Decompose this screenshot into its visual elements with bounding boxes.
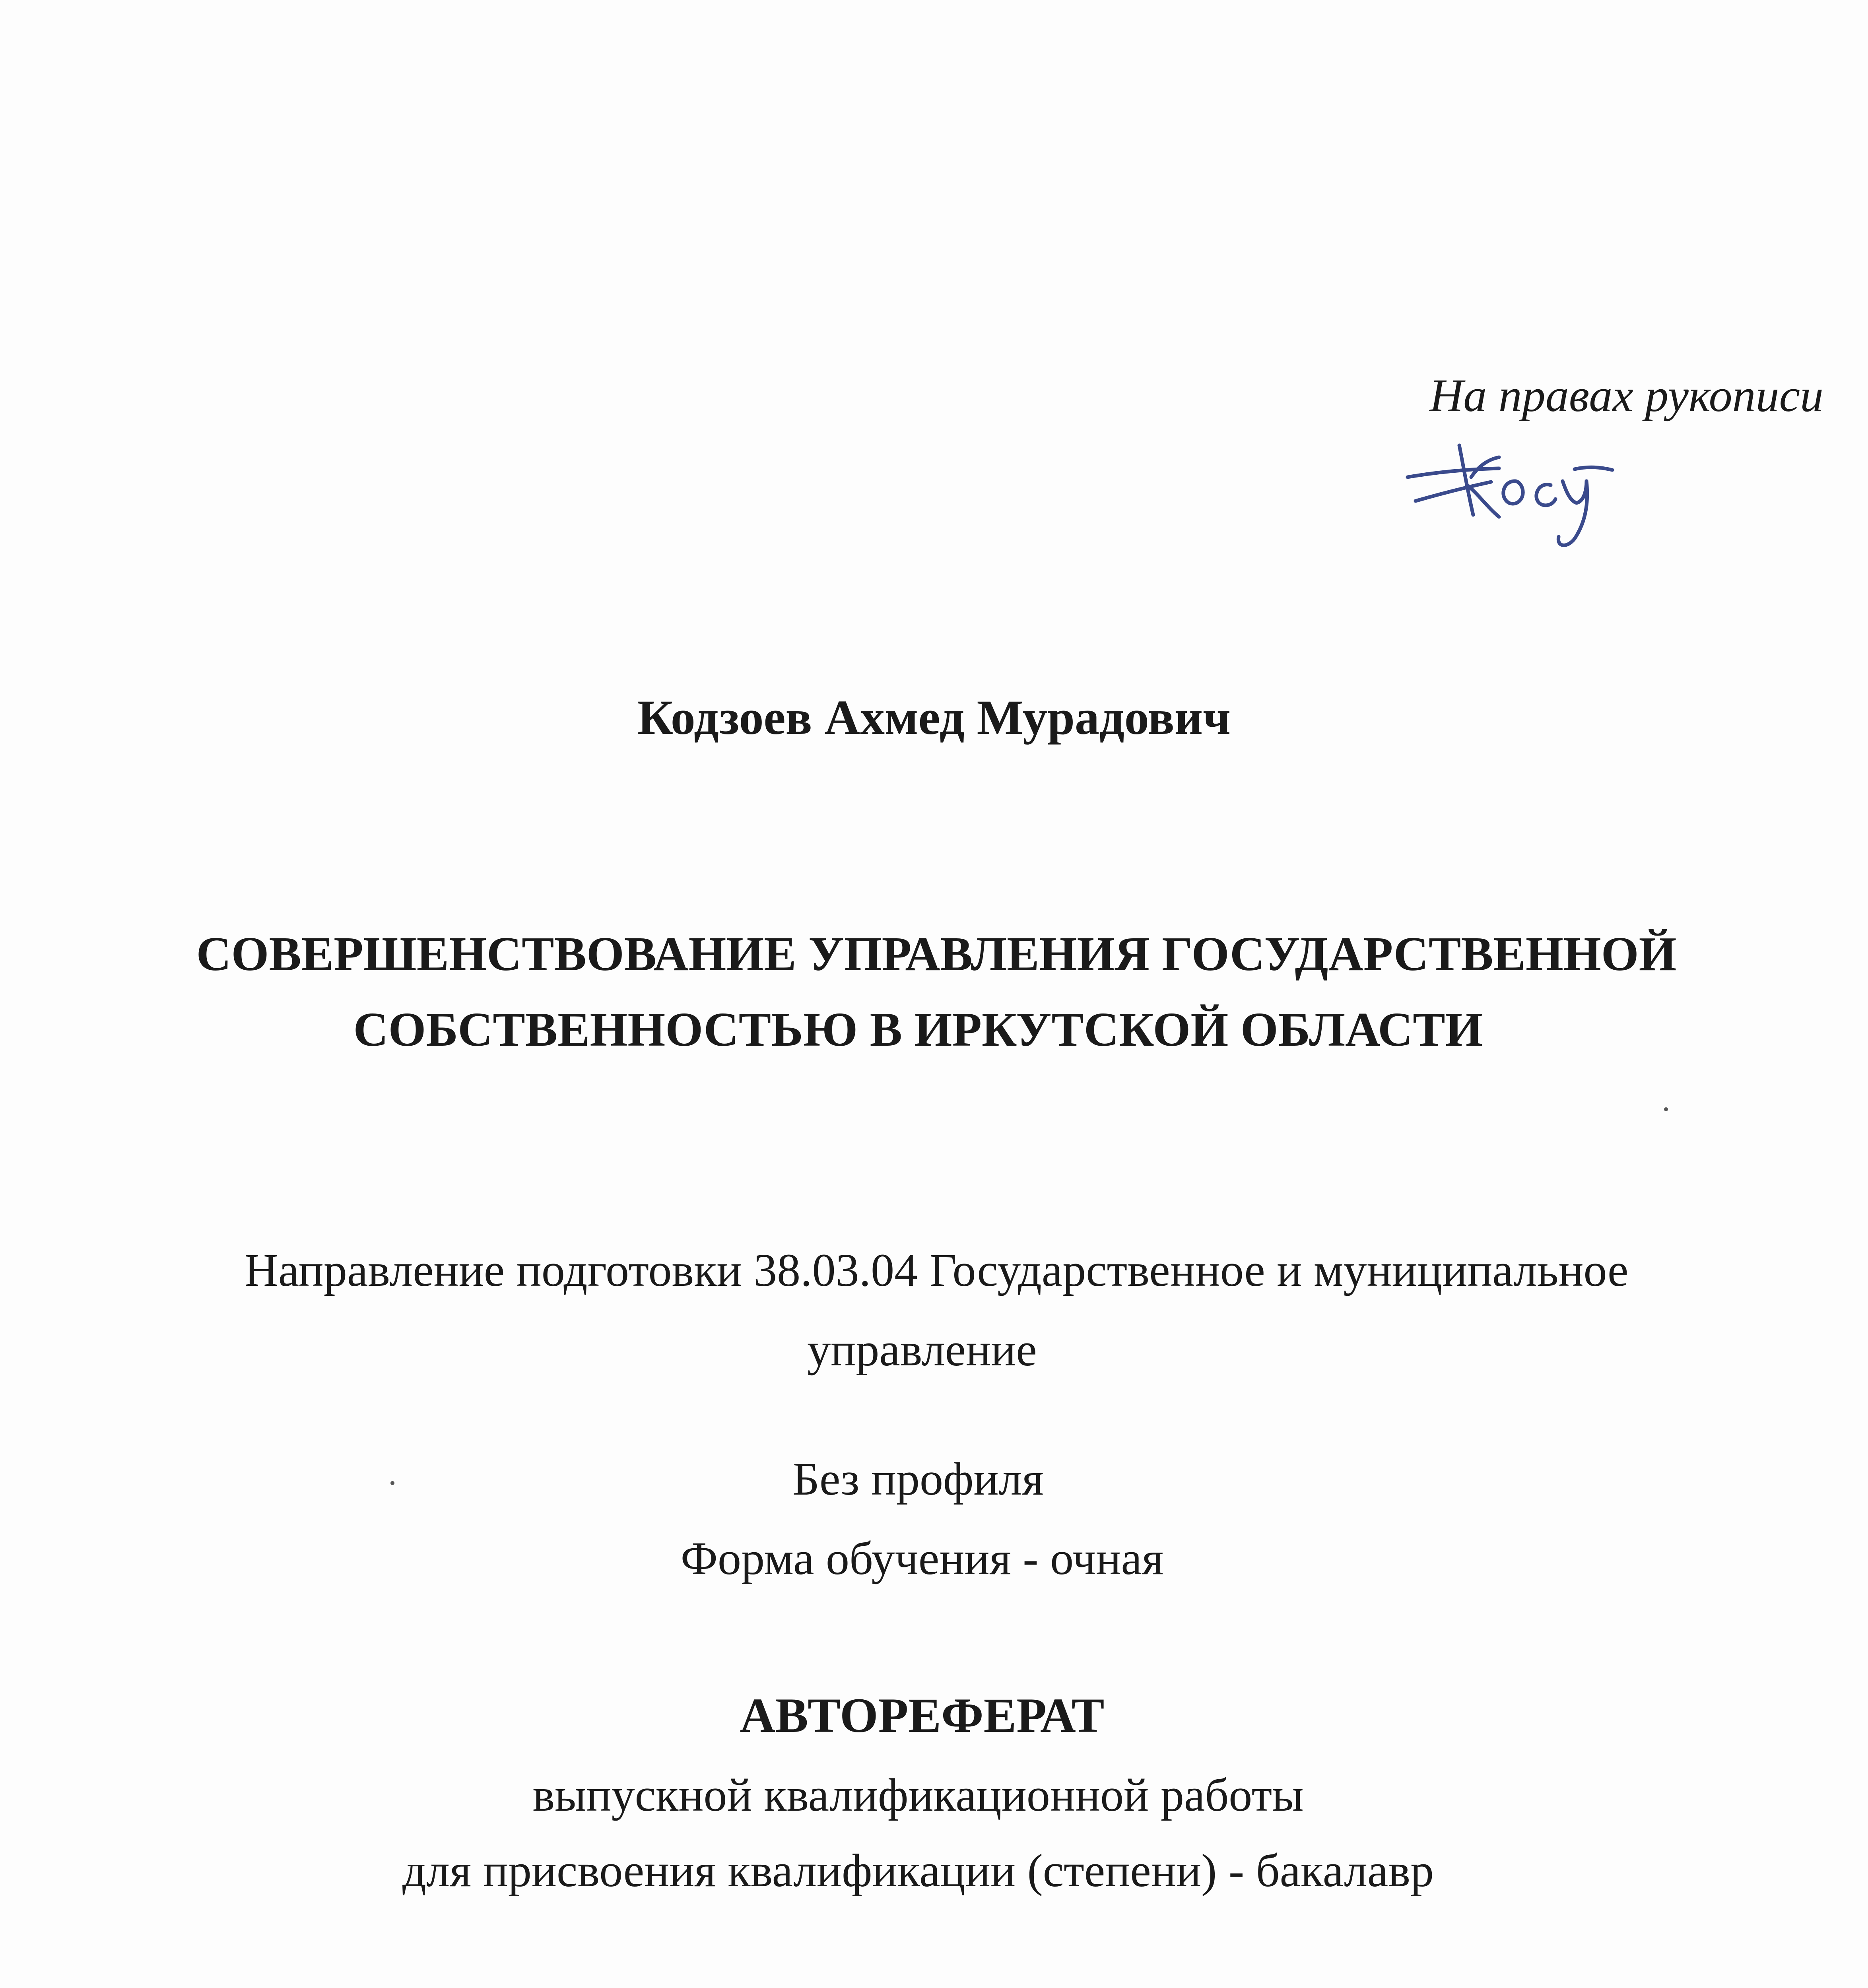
scan-speck: [1664, 1107, 1668, 1111]
handwritten-signature: [1400, 421, 1622, 553]
profile-text: Без профиля: [792, 1453, 1044, 1505]
study-direction-line-2: управление: [807, 1324, 1037, 1376]
document-type-heading: АВТОРЕФЕРАТ: [740, 1688, 1105, 1743]
study-form-text: Форма обучения - очная: [680, 1532, 1164, 1584]
author-name: Кодзоев Ахмед Мурадович: [637, 690, 1231, 745]
document-type-line-1: выпускной квалификационной работы: [532, 1769, 1304, 1821]
manuscript-rights-note: На правах рукописи: [1429, 369, 1823, 421]
study-direction-line-1: Направление подготовки 38.03.04 Государственное и муниципальное: [244, 1244, 1629, 1296]
thesis-title-line-1: СОВЕРШЕНСТВОВАНИЕ УПРАВЛЕНИЯ ГОСУДАРСТВЕННОЙ: [196, 927, 1677, 981]
scan-speck: [390, 1481, 394, 1485]
document-type-line-2: для присвоения квалификации (степени) - бакалавр: [402, 1844, 1434, 1897]
thesis-title-line-2: СОБСТВЕННОСТЬЮ В ИРКУТСКОЙ ОБЛАСТИ: [353, 1003, 1483, 1056]
